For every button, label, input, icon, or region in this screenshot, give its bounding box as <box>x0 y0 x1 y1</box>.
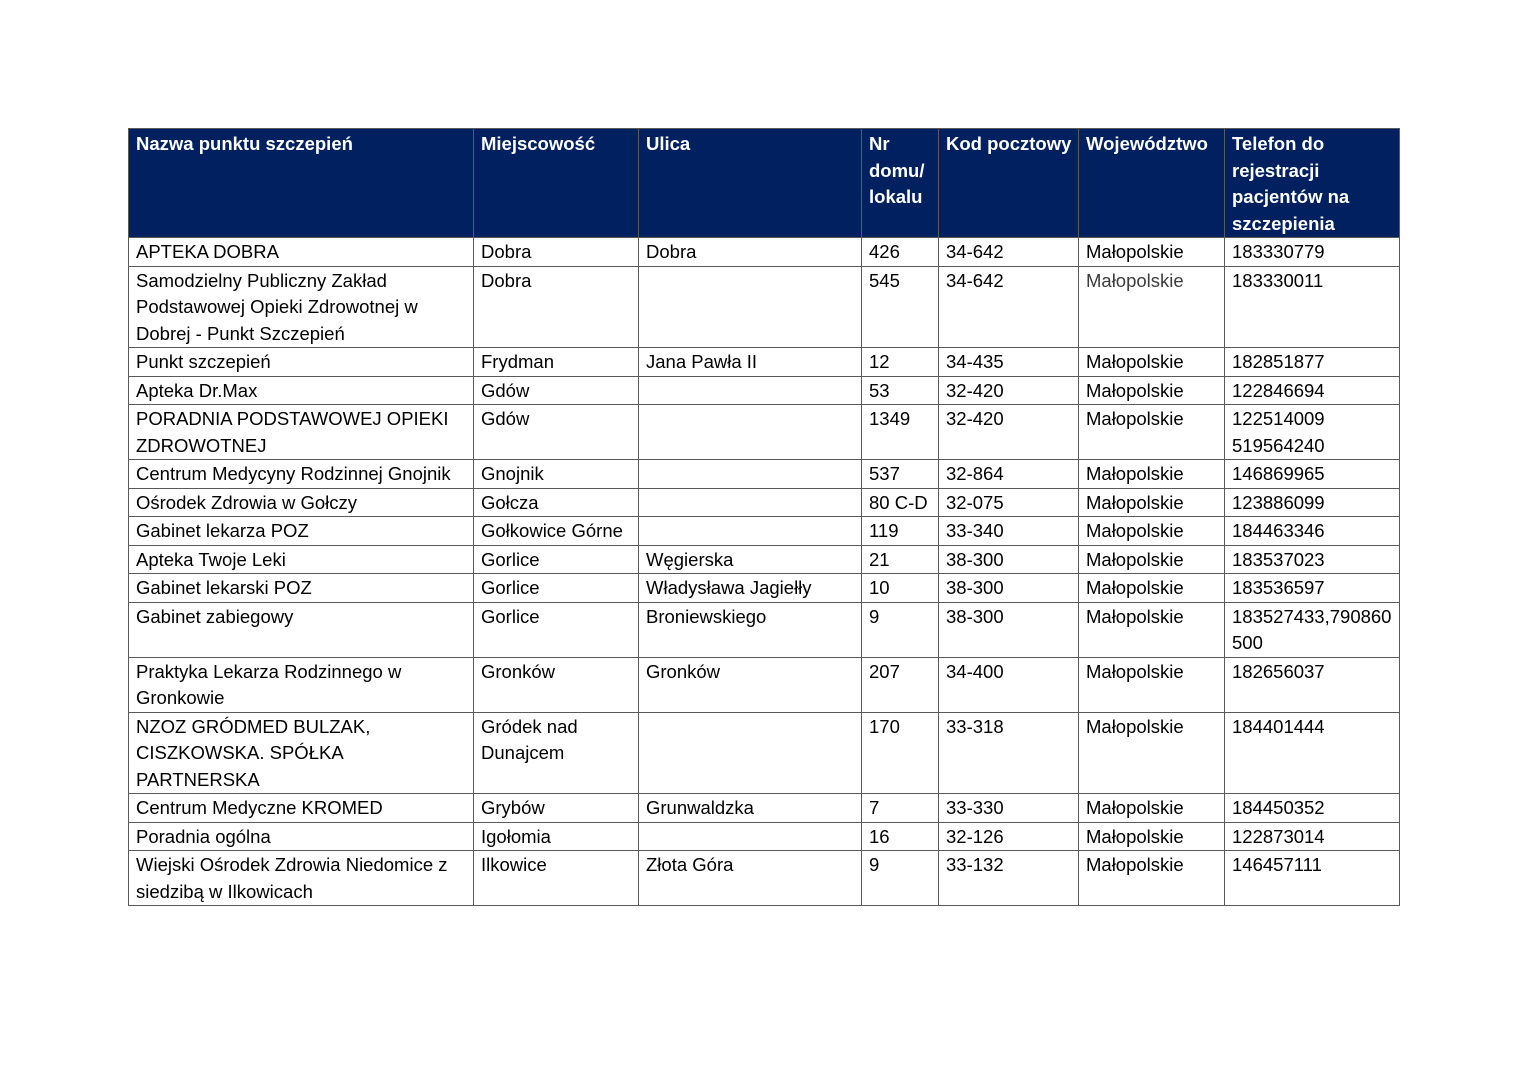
cell-phone <box>1225 238 1400 267</box>
cell-town <box>474 517 639 546</box>
cell-name <box>129 602 474 657</box>
cell-voivodeship <box>1079 851 1225 906</box>
table-row <box>129 517 1400 546</box>
cell-street <box>639 602 862 657</box>
cell-postal-code <box>939 517 1079 546</box>
cell-phone <box>1225 602 1400 657</box>
cell-town <box>474 712 639 794</box>
cell-postal-code-text: 32-420 <box>946 408 1004 429</box>
cell-voivodeship <box>1079 794 1225 823</box>
cell-house-number-text: 9 <box>869 854 880 875</box>
cell-phone-text: 182656037 <box>1232 660 1325 682</box>
cell-phone <box>1225 488 1400 517</box>
cell-phone-text: 184463346 <box>1232 520 1325 541</box>
cell-street <box>639 266 862 348</box>
cell-name-text: Centrum Medyczne KROMED <box>136 797 383 818</box>
cell-voivodeship <box>1079 405 1225 460</box>
cell-name <box>129 488 474 517</box>
cell-street <box>639 851 862 906</box>
cell-house-number-text: 53 <box>869 379 890 401</box>
cell-name-text: Centrum Medycyny Rodzinnej Gnojnik <box>136 463 451 484</box>
cell-town <box>474 794 639 823</box>
cell-town-text: Dobra <box>481 241 532 262</box>
cell-phone-text: 123886099 <box>1232 491 1325 513</box>
cell-street-text: Broniewskiego <box>646 605 767 627</box>
cell-phone-text: 183537023 <box>1232 548 1325 570</box>
cell-street <box>639 376 862 405</box>
cell-house-number <box>862 238 939 267</box>
cell-phone <box>1225 657 1400 712</box>
cell-street-text: Gronków <box>646 660 721 682</box>
cell-postal-code-text: 32-075 <box>946 491 1004 513</box>
cell-postal-code-text: 33-340 <box>946 520 1004 541</box>
cell-postal-code-text: 32-864 <box>946 463 1004 484</box>
cell-voivodeship-text: Małopolskie <box>1086 825 1184 847</box>
cell-name <box>129 348 474 377</box>
cell-house-number <box>862 405 939 460</box>
cell-name-text: Praktyka Lekarza Rodzinnego w Gronkowie <box>136 660 402 708</box>
cell-house-number <box>862 348 939 377</box>
table-row <box>129 602 1400 657</box>
cell-phone-text: 182851877 <box>1232 351 1325 372</box>
cell-voivodeship-text: Małopolskie <box>1086 715 1184 737</box>
cell-postal-code-text: 32-126 <box>946 825 1004 847</box>
cell-phone-text: 122514009 519564240 <box>1232 408 1325 456</box>
table-row <box>129 266 1400 348</box>
cell-name <box>129 794 474 823</box>
table-row <box>129 460 1400 489</box>
cell-house-number-text: 207 <box>869 660 900 682</box>
cell-voivodeship-text: Małopolskie <box>1086 797 1184 818</box>
table-row <box>129 488 1400 517</box>
cell-street <box>639 712 862 794</box>
cell-house-number-text: 7 <box>869 797 880 818</box>
column-header-house-number: Nr domu/ lokalu <box>862 129 939 238</box>
cell-postal-code-text: 38-300 <box>946 605 1004 627</box>
cell-house-number <box>862 602 939 657</box>
cell-phone <box>1225 822 1400 851</box>
cell-town-text: Igołomia <box>481 825 551 847</box>
table-row <box>129 574 1400 603</box>
cell-name <box>129 266 474 348</box>
cell-name-text: Gabinet lekarski POZ <box>136 577 312 598</box>
cell-postal-code-text: 32-420 <box>946 379 1004 401</box>
cell-voivodeship <box>1079 376 1225 405</box>
cell-name <box>129 238 474 267</box>
column-header-name: Nazwa punktu szczepień <box>129 129 474 238</box>
cell-street-text: Dobra <box>646 241 697 262</box>
cell-name-text: APTEKA DOBRA <box>136 241 279 262</box>
cell-town-text: Gdów <box>481 379 530 401</box>
cell-house-number-text: 545 <box>869 269 900 291</box>
cell-name <box>129 712 474 794</box>
cell-house-number-text: 21 <box>869 548 890 570</box>
cell-house-number <box>862 460 939 489</box>
cell-phone <box>1225 712 1400 794</box>
cell-phone <box>1225 574 1400 603</box>
cell-town <box>474 238 639 267</box>
column-header-phone: Telefon do rejestracji pacjentów na szczepienia <box>1225 129 1400 238</box>
cell-phone <box>1225 545 1400 574</box>
column-header-postal-code: Kod pocztowy <box>939 129 1079 238</box>
cell-name-text: PORADNIA PODSTAWOWEJ OPIEKI ZDROWOTNEJ <box>136 408 449 456</box>
cell-postal-code-text: 34-642 <box>946 269 1004 291</box>
cell-town-text: Gorlice <box>481 605 540 627</box>
cell-voivodeship <box>1079 460 1225 489</box>
cell-name-text: NZOZ GRÓDMED BULZAK, CISZKOWSKA. SPÓŁKA PARTNERSKA <box>136 715 371 790</box>
cell-phone-text: 183536597 <box>1232 577 1325 598</box>
cell-name-text: Apteka Twoje Leki <box>136 548 286 570</box>
cell-name <box>129 545 474 574</box>
cell-town <box>474 488 639 517</box>
cell-postal-code-text: 33-132 <box>946 854 1004 875</box>
table-body <box>129 238 1400 906</box>
cell-town-text: Gdów <box>481 408 530 429</box>
cell-phone-text: 146457111 <box>1232 854 1322 875</box>
cell-voivodeship-text: Małopolskie <box>1086 854 1184 875</box>
cell-house-number-text: 426 <box>869 241 900 262</box>
cell-name <box>129 822 474 851</box>
cell-voivodeship-text: Małopolskie <box>1086 351 1184 372</box>
cell-postal-code <box>939 545 1079 574</box>
cell-town-text: Gołkowice Górne <box>481 520 623 541</box>
cell-voivodeship-text: Małopolskie <box>1086 577 1184 598</box>
cell-town-text: Gródek nad Dunajcem <box>481 715 578 763</box>
cell-voivodeship-text: Małopolskie <box>1086 269 1184 291</box>
cell-postal-code <box>939 488 1079 517</box>
cell-street <box>639 238 862 267</box>
cell-house-number <box>862 517 939 546</box>
cell-phone <box>1225 348 1400 377</box>
cell-town <box>474 657 639 712</box>
cell-name <box>129 657 474 712</box>
cell-voivodeship <box>1079 712 1225 794</box>
cell-street <box>639 657 862 712</box>
cell-town <box>474 460 639 489</box>
cell-house-number-text: 10 <box>869 577 890 598</box>
cell-postal-code-text: 34-435 <box>946 351 1004 372</box>
cell-name-text: Gabinet lekarza POZ <box>136 520 309 541</box>
cell-voivodeship <box>1079 238 1225 267</box>
cell-name-text: Poradnia ogólna <box>136 825 271 847</box>
cell-town <box>474 405 639 460</box>
cell-phone-text: 184450352 <box>1232 797 1325 818</box>
cell-phone-text: 146869965 <box>1232 463 1325 484</box>
cell-street <box>639 545 862 574</box>
cell-town <box>474 545 639 574</box>
cell-house-number <box>862 488 939 517</box>
cell-house-number-text: 170 <box>869 715 900 737</box>
cell-house-number <box>862 712 939 794</box>
cell-phone <box>1225 405 1400 460</box>
cell-phone-text: 122846694 <box>1232 379 1325 401</box>
cell-town-text: Gorlice <box>481 577 540 598</box>
cell-town-text: Gorlice <box>481 548 540 570</box>
cell-town-text: Gronków <box>481 660 556 682</box>
cell-voivodeship-text: Małopolskie <box>1086 520 1184 541</box>
table-row <box>129 794 1400 823</box>
table-row <box>129 376 1400 405</box>
cell-street <box>639 460 862 489</box>
cell-phone <box>1225 376 1400 405</box>
cell-postal-code <box>939 405 1079 460</box>
cell-postal-code <box>939 238 1079 267</box>
cell-voivodeship <box>1079 602 1225 657</box>
cell-street-text: Węgierska <box>646 548 734 570</box>
cell-voivodeship <box>1079 266 1225 348</box>
cell-street <box>639 517 862 546</box>
cell-name-text: Samodzielny Publiczny Zakład Podstawowej Opieki Zdrowotnej w Dobrej - Punkt Szczepień <box>136 269 418 344</box>
cell-name <box>129 405 474 460</box>
cell-street-text: Jana Pawła II <box>646 351 758 372</box>
cell-house-number-text: 119 <box>869 520 899 541</box>
table-row <box>129 851 1400 906</box>
cell-street-text: Grunwaldzka <box>646 797 754 818</box>
cell-town <box>474 822 639 851</box>
cell-postal-code-text: 38-300 <box>946 548 1004 570</box>
cell-postal-code <box>939 602 1079 657</box>
cell-name <box>129 376 474 405</box>
cell-voivodeship <box>1079 574 1225 603</box>
cell-voivodeship-text: Małopolskie <box>1086 463 1184 484</box>
table-row <box>129 348 1400 377</box>
cell-voivodeship <box>1079 517 1225 546</box>
cell-postal-code-text: 38-300 <box>946 577 1004 598</box>
cell-town <box>474 266 639 348</box>
cell-street <box>639 794 862 823</box>
cell-house-number <box>862 574 939 603</box>
cell-name-text: Gabinet zabiegowy <box>136 605 294 627</box>
cell-voivodeship-text: Małopolskie <box>1086 548 1184 570</box>
cell-postal-code-text: 34-400 <box>946 660 1004 682</box>
cell-phone <box>1225 851 1400 906</box>
cell-postal-code <box>939 348 1079 377</box>
cell-name <box>129 851 474 906</box>
cell-house-number <box>862 266 939 348</box>
cell-voivodeship-text: Małopolskie <box>1086 660 1184 682</box>
cell-house-number-text: 537 <box>869 463 900 484</box>
cell-phone-text: 183527433,790860500 <box>1232 605 1392 653</box>
cell-town <box>474 851 639 906</box>
cell-street <box>639 574 862 603</box>
cell-town-text: Gołcza <box>481 491 539 513</box>
cell-postal-code <box>939 266 1079 348</box>
cell-house-number <box>862 794 939 823</box>
cell-postal-code-text: 33-330 <box>946 797 1004 818</box>
cell-name-text: Punkt szczepień <box>136 351 271 372</box>
cell-street-text: Złota Góra <box>646 854 734 875</box>
cell-street <box>639 822 862 851</box>
cell-name <box>129 574 474 603</box>
cell-house-number-text: 12 <box>869 351 890 372</box>
cell-town <box>474 376 639 405</box>
cell-town-text: Ilkowice <box>481 854 547 875</box>
cell-postal-code <box>939 851 1079 906</box>
cell-postal-code-text: 34-642 <box>946 241 1004 262</box>
cell-phone-text: 184401444 <box>1232 715 1325 737</box>
cell-postal-code <box>939 657 1079 712</box>
cell-voivodeship <box>1079 657 1225 712</box>
cell-house-number <box>862 657 939 712</box>
cell-name-text: Apteka Dr.Max <box>136 379 258 401</box>
cell-house-number <box>862 545 939 574</box>
cell-street <box>639 488 862 517</box>
cell-voivodeship <box>1079 348 1225 377</box>
cell-town <box>474 348 639 377</box>
cell-postal-code <box>939 460 1079 489</box>
table-row <box>129 545 1400 574</box>
column-header-street: Ulica <box>639 129 862 238</box>
cell-house-number-text: 80 C-D <box>869 491 928 513</box>
cell-street-text: Władysława Jagiełły <box>646 577 812 598</box>
cell-voivodeship <box>1079 822 1225 851</box>
cell-voivodeship <box>1079 545 1225 574</box>
cell-phone-text: 122873014 <box>1232 825 1325 847</box>
cell-phone <box>1225 517 1400 546</box>
cell-street <box>639 348 862 377</box>
cell-voivodeship-text: Małopolskie <box>1086 379 1184 401</box>
column-header-voivodeship: Województwo <box>1079 129 1225 238</box>
cell-town-text: Grybów <box>481 797 545 818</box>
cell-voivodeship-text: Małopolskie <box>1086 408 1184 429</box>
cell-town-text: Gnojnik <box>481 463 544 484</box>
cell-name-text: Ośrodek Zdrowia w Gołczy <box>136 491 358 513</box>
cell-postal-code <box>939 712 1079 794</box>
table-row <box>129 238 1400 267</box>
cell-postal-code-text: 33-318 <box>946 715 1004 737</box>
cell-voivodeship <box>1079 488 1225 517</box>
table-row <box>129 405 1400 460</box>
cell-postal-code <box>939 822 1079 851</box>
cell-town <box>474 574 639 603</box>
cell-voivodeship-text: Małopolskie <box>1086 491 1184 513</box>
cell-postal-code <box>939 574 1079 603</box>
cell-town-text: Dobra <box>481 269 532 291</box>
cell-postal-code <box>939 794 1079 823</box>
cell-postal-code <box>939 376 1079 405</box>
cell-house-number <box>862 822 939 851</box>
cell-voivodeship-text: Małopolskie <box>1086 241 1184 262</box>
table-row <box>129 657 1400 712</box>
cell-name <box>129 460 474 489</box>
cell-street <box>639 405 862 460</box>
cell-town <box>474 602 639 657</box>
cell-phone <box>1225 460 1400 489</box>
cell-house-number <box>862 851 939 906</box>
vaccination-points-table <box>128 128 1400 906</box>
cell-house-number <box>862 376 939 405</box>
cell-voivodeship-text: Małopolskie <box>1086 605 1184 627</box>
cell-house-number-text: 9 <box>869 605 880 627</box>
cell-phone <box>1225 794 1400 823</box>
table-row <box>129 712 1400 794</box>
column-header-town: Miejscowość <box>474 129 639 238</box>
cell-phone <box>1225 266 1400 348</box>
table-header-row <box>129 129 1400 238</box>
cell-house-number-text: 16 <box>869 825 890 847</box>
cell-name-text: Wiejski Ośrodek Zdrowia Niedomice z siedzibą w Ilkowicach <box>136 854 448 902</box>
cell-phone-text: 183330011 <box>1232 269 1324 291</box>
cell-house-number-text: 1349 <box>869 408 911 429</box>
cell-phone-text: 183330779 <box>1232 241 1325 262</box>
table-row <box>129 822 1400 851</box>
cell-name <box>129 517 474 546</box>
cell-town-text: Frydman <box>481 351 554 372</box>
